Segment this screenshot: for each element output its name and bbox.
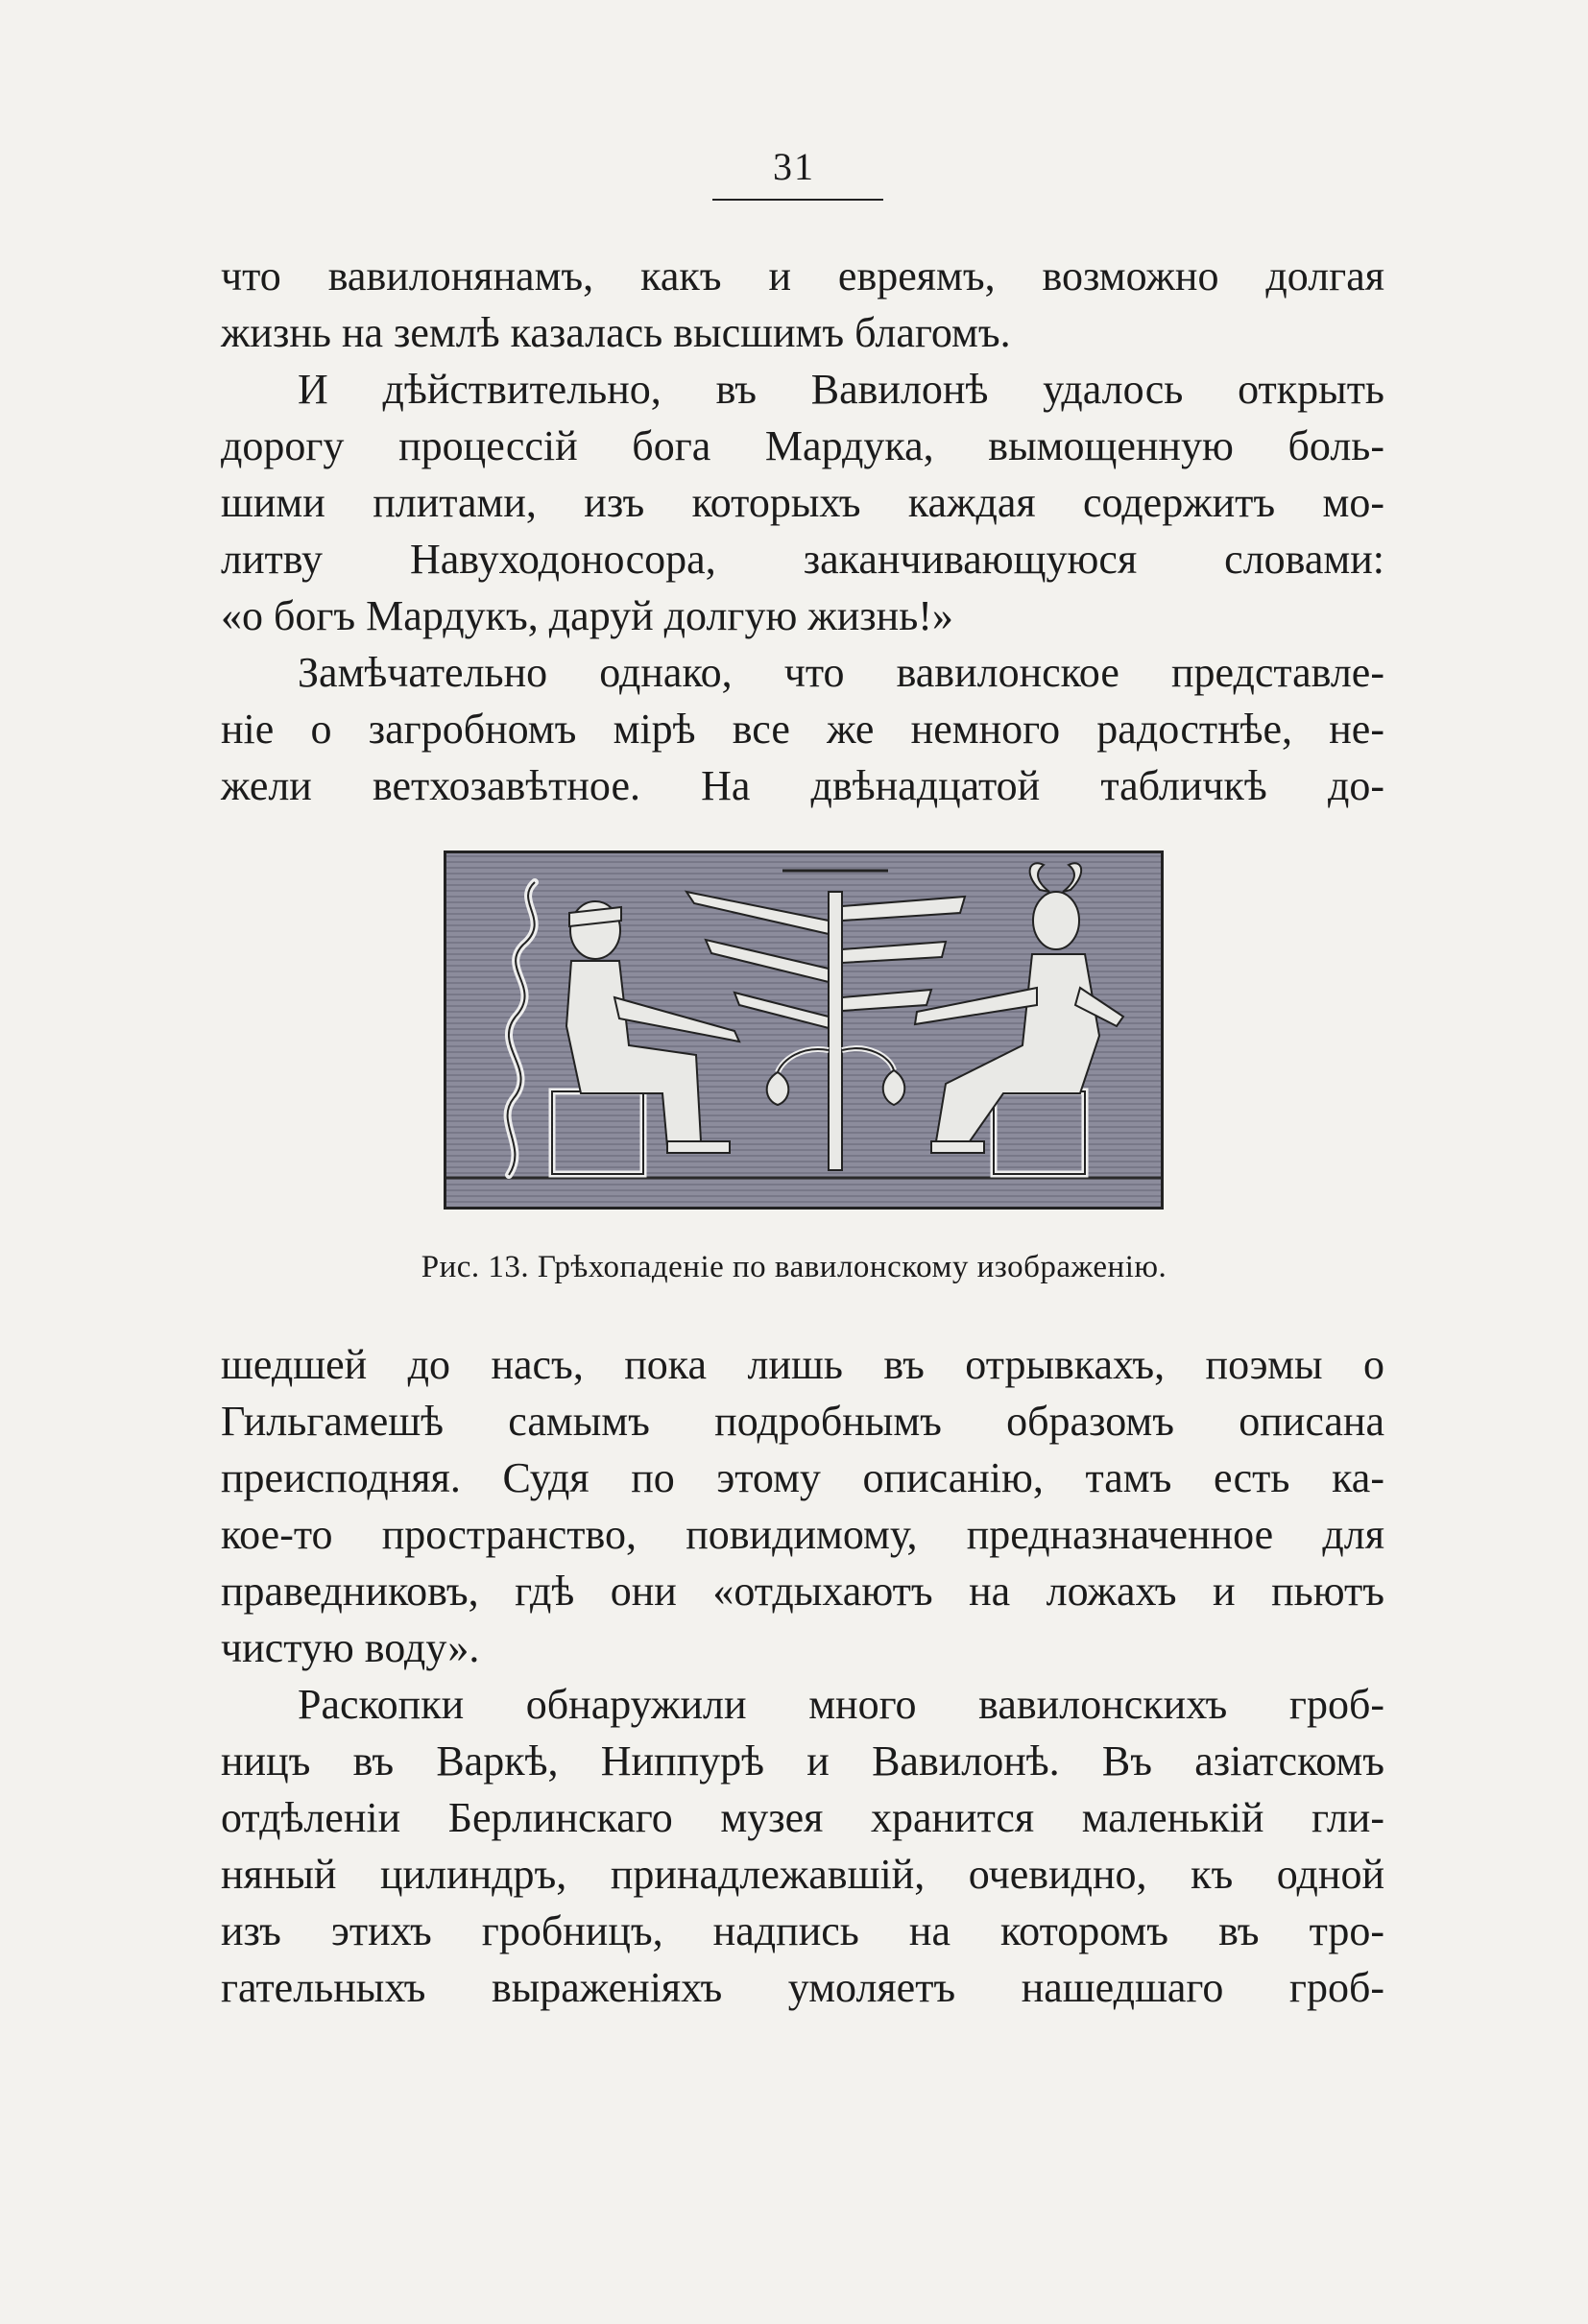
text-line: отдѣленіи Берлинскаго музея хранится маленькій гли- <box>221 1794 1384 1841</box>
text-block-top <box>221 248 1384 814</box>
text-line: И дѣйствительно, въ Вавилонѣ удалось открыть <box>298 366 1384 413</box>
text-line: шими плитами, изъ которыхъ каждая содержитъ мо- <box>221 479 1384 526</box>
text-block-bottom <box>221 1336 1384 2016</box>
text-line: литву Навуходоносора, заканчивающуюся словами: <box>221 536 1384 583</box>
figure-cylinder-seal <box>444 851 1164 1210</box>
text-line: жели ветхозавѣтное. На двѣнадцатой табличкѣ до- <box>221 762 1384 809</box>
text-line: преисподняя. Судя по этому описанію, тамъ есть ка- <box>221 1454 1384 1501</box>
page-number: 31 <box>773 145 815 188</box>
seal-illustration <box>446 853 1161 1207</box>
text-line: гательныхъ выраженіяхъ умоляетъ нашедшаго гроб- <box>221 1964 1384 2011</box>
text-line: дорогу процессій бога Мардука, вымощенную боль- <box>221 422 1384 469</box>
text-line: кое-то пространство, повидимому, предназначенное для <box>221 1511 1384 1558</box>
text-line: няный цилиндръ, принадлежавшій, очевидно, къ одной <box>221 1851 1384 1898</box>
text-line: чистую воду». <box>221 1624 480 1671</box>
text-line: праведниковъ, гдѣ они «отдыхаютъ на ложахъ и пьютъ <box>221 1568 1384 1615</box>
text-line: «о богъ Мардукъ, даруй долгую жизнь!» <box>221 592 953 639</box>
page-number-rule <box>712 199 883 201</box>
text-line: жизнь на землѣ казалась высшимъ благомъ. <box>221 309 1011 356</box>
text-line: что вавилонянамъ, какъ и евреямъ, возможно долгая <box>221 252 1384 299</box>
text-line: ницъ въ Варкѣ, Ниппурѣ и Вавилонѣ. Въ азіатскомъ <box>221 1737 1384 1785</box>
text-line: шедшей до насъ, пока лишь въ отрывкахъ, поэмы о <box>221 1341 1384 1388</box>
text-line: Замѣчательно однако, что вавилонское представле- <box>298 649 1384 696</box>
text-line: изъ этихъ гробницъ, надпись на которомъ въ тро- <box>221 1907 1384 1954</box>
text-line: ніе о загробномъ мірѣ все же немного радостнѣе, не- <box>221 706 1384 753</box>
text-line: Гильгамешѣ самымъ подробнымъ образомъ описана <box>221 1398 1384 1445</box>
figure-caption: Рис. 13. Грѣхопаденіе по вавилонскому изображенію. <box>421 1250 1167 1284</box>
text-line: Раскопки обнаружили много вавилонскихъ гроб- <box>298 1681 1384 1728</box>
